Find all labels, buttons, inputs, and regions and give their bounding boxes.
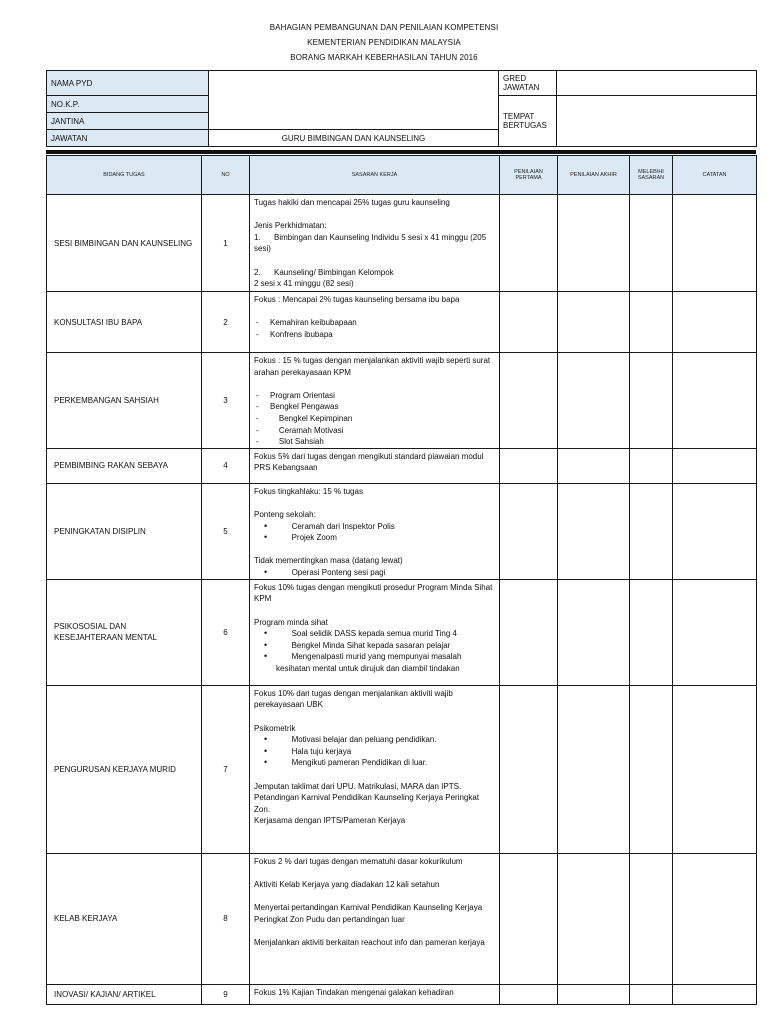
target-line: Aktiviti Kelab Kerjaya yang diadakan 12 kali setahun [254, 879, 440, 889]
spacer-line [254, 605, 495, 617]
tempat-bertugas-field[interactable] [557, 96, 757, 147]
score-final-cell[interactable] [558, 579, 630, 685]
score-first-cell[interactable] [500, 292, 558, 353]
target-line: • Hala tuju kerjaya [254, 746, 495, 758]
header-ministry: KEMENTERIAN PENDIDIKAN MALAYSIA [307, 38, 461, 47]
target-line: Fokus 5% dari tugas dengan mengikuti standard piawaian modul PRS Kebangsaan [254, 451, 486, 473]
col-catatan: CATATAN [673, 156, 757, 195]
spacer-line [254, 544, 495, 556]
target-description [250, 579, 500, 685]
target-line: Fokus : 15 % tugas dengan menjalankan aktiviti wajib seperti surat arahan perekayasaan KPM [254, 356, 493, 377]
score-first-cell[interactable] [500, 195, 558, 292]
task-row [47, 448, 757, 483]
task-name: PERKEMBANGAN SAHSIAH [47, 353, 202, 449]
task-number: 3 [202, 353, 250, 449]
target-line: 1. Bimbingan dan Kaunseling Individu 5 sesi x 41 minggu (205 sesi) [254, 232, 489, 254]
task-name: PENGURUSAN KERJAYA MURID [47, 685, 202, 853]
section-divider [46, 150, 756, 154]
target-line: Fokus 10% tugas dengan mengikuti prosedur Program Minda Sihat KPM [254, 582, 495, 604]
target-line: • Mengikuti pameran Pendidikan di luar. [254, 757, 495, 769]
score-first-cell[interactable] [500, 984, 558, 1004]
target-line: Tidak mementingkan masa (datang lewat) [254, 556, 403, 566]
header-department: BAHAGIAN PEMBANGUNAN DAN PENILAIAN KOMPETENSI [269, 23, 499, 32]
task-row [47, 685, 757, 853]
target-line: • Bengkel Minda Sihat kepada sasaran pelajar [254, 640, 495, 652]
target-description [250, 292, 500, 353]
target-line: - Bengkel Pengawas [254, 401, 495, 413]
target-description [250, 448, 500, 483]
task-row [47, 195, 757, 292]
target-description [250, 483, 500, 579]
col-sasaran-kerja: SASARAN KERJA [250, 156, 500, 195]
task-row [47, 853, 757, 984]
score-exceed-cell[interactable] [630, 984, 673, 1004]
remarks-cell[interactable] [673, 292, 757, 353]
score-exceed-cell[interactable] [630, 448, 673, 483]
spacer-line [254, 378, 495, 390]
target-description [250, 685, 500, 853]
score-first-cell[interactable] [500, 353, 558, 449]
task-number: 9 [202, 984, 250, 1004]
col-penilaian-akhir: PENILAIAN AKHIR [558, 156, 630, 195]
target-description [250, 353, 500, 449]
spacer-line [254, 867, 495, 879]
target-line: Fokus 10% dari tugas dengan menjalankan aktiviti wajib perekayasaan UBK [254, 688, 456, 710]
remarks-cell[interactable] [673, 448, 757, 483]
target-line: Menyertai pertandingan Karnival Pendidikan Kaunseling Kerjaya Peringkat Zon Pudu dan pertandingan luar [254, 903, 485, 924]
score-final-cell[interactable] [558, 292, 630, 353]
gred-jawatan-label: GRED JAWATAN [499, 71, 557, 96]
spacer-line [254, 209, 495, 221]
score-exceed-cell[interactable] [630, 195, 673, 292]
score-final-cell[interactable] [558, 685, 630, 853]
col-no: NO [202, 156, 250, 195]
target-line: Fokus 1% Kajian Tindakan mengenai galakan kehadiran [254, 987, 454, 997]
task-number: 7 [202, 685, 250, 853]
score-exceed-cell[interactable] [630, 483, 673, 579]
target-line: Program minda sihat [254, 617, 328, 627]
score-final-cell[interactable] [558, 353, 630, 449]
target-line: Tugas hakiki dan mencapai 25% tugas guru kaunseling [254, 198, 450, 207]
task-name: SESI BIMBINGAN DAN KAUNSELING [47, 195, 202, 292]
target-line: Ponteng sekolah: [254, 509, 316, 519]
target-line: - Kemahiran keibubapaan [254, 317, 495, 329]
task-number: 4 [202, 448, 250, 483]
target-line: • Projek Zoom [254, 532, 495, 544]
score-first-cell[interactable] [500, 448, 558, 483]
score-final-cell[interactable] [558, 853, 630, 984]
col-bidang-tugas: BIDANG TUGAS [47, 156, 202, 195]
score-first-cell[interactable] [500, 483, 558, 579]
target-line: • Mengenalpasti murid yang mempunyai masalah kesihatan mental untuk dirujuk dan diambil tindakan [254, 651, 495, 674]
task-row [47, 579, 757, 685]
target-line: - Bengkel Kepimpinan [254, 413, 495, 425]
score-exceed-cell[interactable] [630, 579, 673, 685]
target-line: Menjalankan aktiviti berkaitan reachout info dan pameran kerjaya [254, 937, 485, 947]
score-first-cell[interactable] [500, 853, 558, 984]
spacer-line [254, 711, 495, 723]
target-line: • Operasi Ponteng sesi pagi [254, 567, 495, 579]
evaluation-table [46, 155, 757, 1005]
score-final-cell[interactable] [558, 195, 630, 292]
score-final-cell[interactable] [558, 448, 630, 483]
gred-jawatan-field[interactable] [557, 71, 757, 96]
score-exceed-cell[interactable] [630, 685, 673, 853]
score-final-cell[interactable] [558, 483, 630, 579]
target-line: • Ceramah dari Inspektor Polis [254, 521, 495, 533]
target-line: Jenis Perkhidmatan: [254, 221, 327, 231]
remarks-cell[interactable] [673, 483, 757, 579]
spacer-line [254, 497, 495, 509]
score-exceed-cell[interactable] [630, 292, 673, 353]
target-line: Fokus : Mencapai 2% tugas kaunseling bersama ibu bapa [254, 295, 460, 304]
spacer-line [254, 255, 495, 267]
task-name: PENINGKATAN DISIPLIN [47, 483, 202, 579]
remarks-cell[interactable] [673, 195, 757, 292]
spacer-line [254, 769, 495, 781]
score-first-cell[interactable] [500, 579, 558, 685]
target-line: 2 sesi x 41 minggu (82 sesi) [254, 279, 354, 289]
remarks-cell[interactable] [673, 685, 757, 853]
spacer-line [254, 925, 495, 937]
task-name: PEMBIMBING RAKAN SEBAYA [47, 448, 202, 483]
target-description [250, 984, 500, 1004]
jantina-label: JANTINA [47, 113, 209, 130]
task-name: PSIKOSOSIAL DAN KESEJAHTERAAN MENTAL [47, 579, 202, 685]
task-row [47, 483, 757, 579]
spacer-line [254, 891, 495, 903]
score-exceed-cell[interactable] [630, 353, 673, 449]
target-description [250, 195, 500, 292]
target-description [250, 853, 500, 984]
target-line: - Slot Sahsiah [254, 436, 495, 448]
task-number: 6 [202, 579, 250, 685]
target-line: - Program Orientasi [254, 390, 495, 402]
target-line: Petandingan Karnival Pendidikan Kaunseling Kerjaya Peringkat Zon. [254, 793, 482, 814]
target-line: - Konfrens ibubapa [254, 329, 495, 341]
nama-pyd-field[interactable] [209, 71, 499, 130]
target-line: Fokus tingkahlaku: 15 % tugas [254, 486, 363, 496]
jawatan-value: GURU BIMBINGAN DAN KAUNSELING [209, 130, 499, 147]
score-first-cell[interactable] [500, 685, 558, 853]
col-melebihi-sasaran: MELEBIHI SASARAN [630, 156, 673, 195]
nokp-label: NO.K.P. [47, 96, 209, 113]
task-number: 5 [202, 483, 250, 579]
remarks-cell[interactable] [673, 853, 757, 984]
target-line: Psikometrik [254, 723, 296, 733]
tempat-bertugas-label: TEMPAT BERTUGAS [499, 96, 557, 147]
target-line: Jemputan taklimat dari UPU. Matrikulasi, MARA dan IPTS. [254, 781, 462, 791]
task-name: KELAB KERJAYA [47, 853, 202, 984]
target-line: 2. Kaunseling/ Bimbingan Kelompok [254, 267, 394, 277]
personal-info-table [46, 70, 757, 147]
score-final-cell[interactable] [558, 984, 630, 1004]
task-row [47, 984, 757, 1004]
nama-pyd-label: NAMA PYD [47, 71, 209, 96]
document-header [0, 20, 768, 65]
task-row [47, 292, 757, 353]
jawatan-label: JAWATAN [47, 130, 209, 147]
col-penilaian-pertama: PENILAIAN PERTAMA [500, 156, 558, 195]
target-line: Fokus 2 % dari tugas dengan mematuhi dasar kokurikulum [254, 856, 463, 866]
task-row [47, 353, 757, 449]
task-number: 1 [202, 195, 250, 292]
task-name: KONSULTASI IBU BAPA [47, 292, 202, 353]
target-line: Kerjasama dengan IPTS/Pameran Kerjaya [254, 816, 406, 826]
score-exceed-cell[interactable] [630, 853, 673, 984]
header-form-title: BORANG MARKAH KEBERHASILAN TAHUN 2016 [290, 53, 478, 62]
target-line: - Ceramah Motivasi [254, 425, 495, 437]
remarks-cell[interactable] [673, 579, 757, 685]
task-name: INOVASI/ KAJIAN/ ARTIKEL [47, 984, 202, 1004]
remarks-cell[interactable] [673, 984, 757, 1004]
target-line: • Soal selidik DASS kepada semua murid Ting 4 [254, 628, 495, 640]
target-line: • Motivasi belajar dan peluang pendidikan. [254, 734, 495, 746]
spacer-line [254, 306, 495, 318]
remarks-cell[interactable] [673, 353, 757, 449]
task-number: 8 [202, 853, 250, 984]
task-number: 2 [202, 292, 250, 353]
